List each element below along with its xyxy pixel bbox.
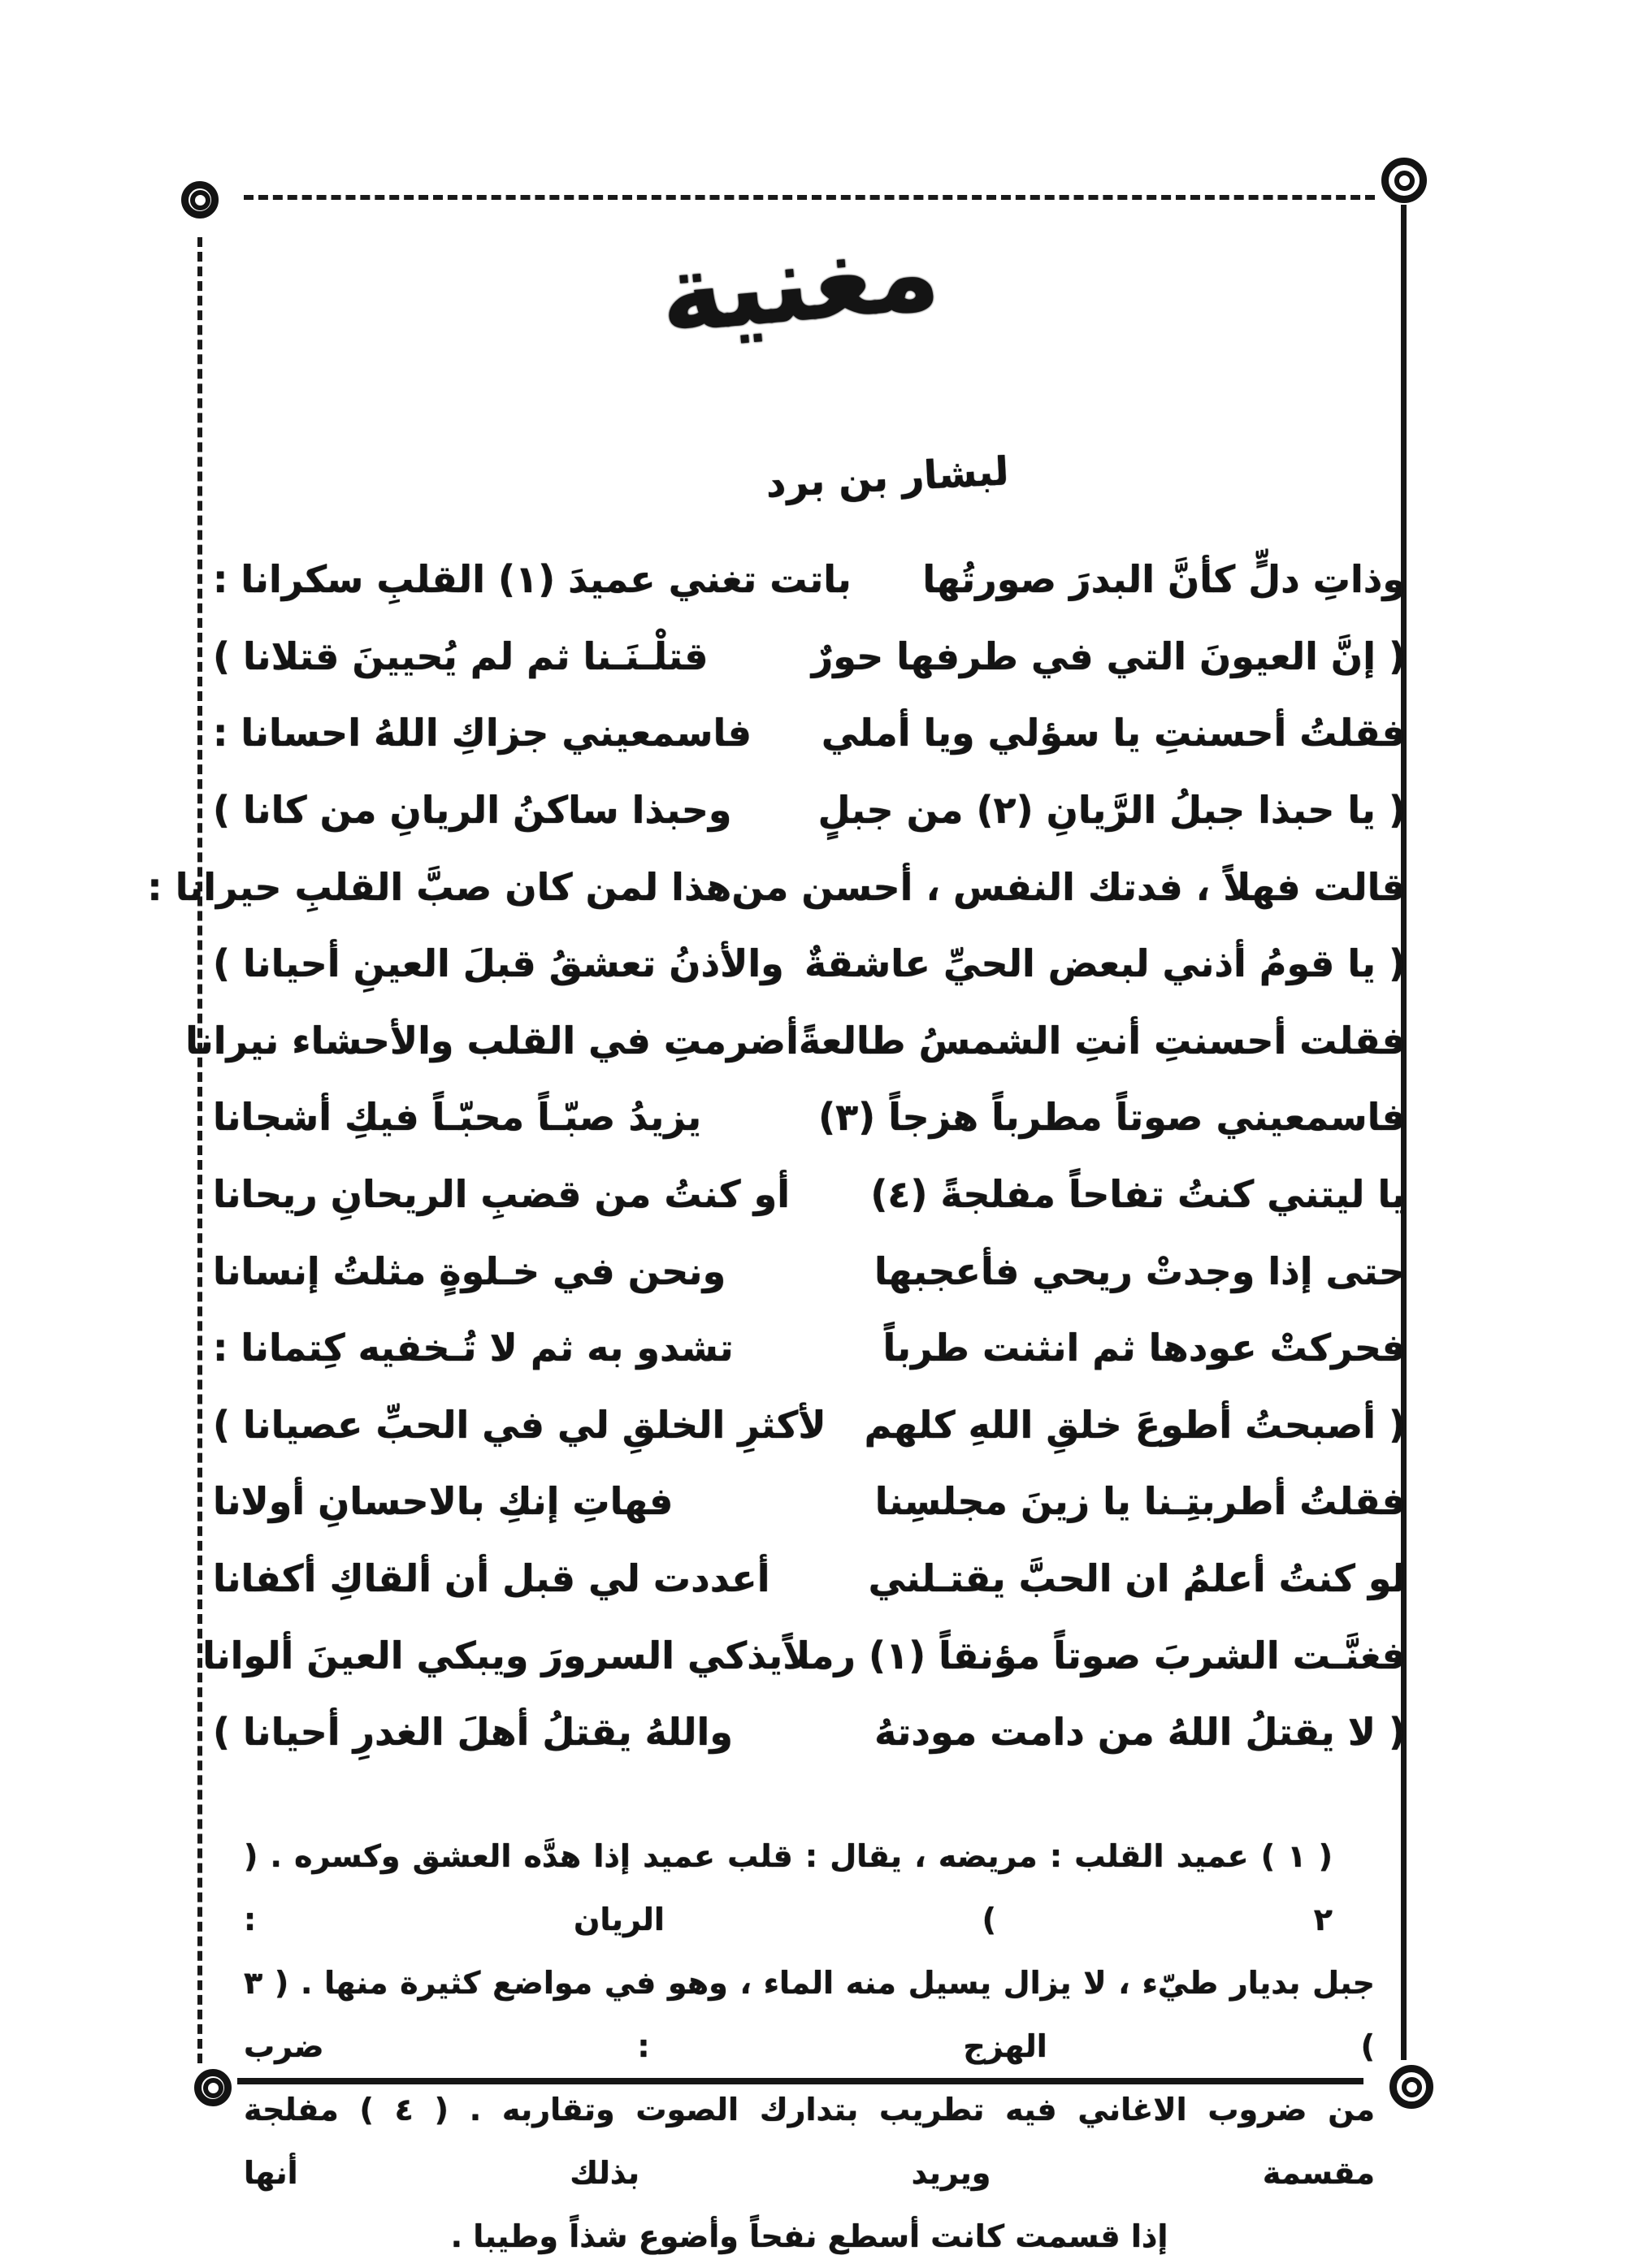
hemistich-right: يا ليتني كنتُ تفاحاً مفلجةً (٤) — [870, 1172, 1406, 1217]
verse-row — [213, 772, 1406, 849]
hemistich-right: فقلتُ أطربتِـنا يا زينَ مجلسِنا — [874, 1479, 1406, 1524]
hemistich-right: لو كنتُ أعلمُ ان الحبَّ يقتـلني — [868, 1556, 1406, 1601]
verse-row — [213, 925, 1406, 1002]
verse-row — [213, 541, 1406, 618]
verse-row — [213, 1079, 1406, 1156]
hemistich-left: هذا لمن كان صبَّ القلبِ حيرانا : — [147, 864, 732, 909]
hemistich-left: قتلْـنَـنا ثم لم يُحيينَ قتلانا ) — [213, 634, 709, 678]
hemistich-left: أضرمتِ في القلب والأحشاء نيرانا — [185, 1018, 799, 1063]
poem-author: لبشار بن برد — [765, 448, 1010, 507]
hemistich-right: ( يا قومُ أذني لبعض الحيِّ عاشقةٌ — [804, 941, 1406, 986]
hemistich-left: أو كنتُ من قضبِ الريحانِ ريحانا — [213, 1172, 791, 1217]
hemistich-left: باتت تغني عميدَ (١) القلبِ سكرانا : — [213, 557, 852, 602]
verse-row — [213, 1387, 1406, 1464]
verse-row — [202, 1617, 1406, 1694]
hemistich-left: والأذنُ تعشقُ قبلَ العينِ أحيانا ) — [213, 941, 784, 986]
footnote-line: من ضروب الاغاني فيه تطريب بتدارك الصوت وتقاربه . ( ٤ ) مفلجة مقسمة ويريد بذلك أنها — [244, 2092, 1375, 2191]
hemistich-left: واللهُ يقتلُ أهلَ الغدرِ أحيانا ) — [213, 1710, 733, 1755]
corner-ring-icon — [181, 181, 219, 219]
hemistich-right: قالت فهلاً ، فدتك النفس ، أحسن من — [731, 864, 1406, 909]
hemistich-right: فقلتُ أحسنتِ يا سؤلي ويا أملي — [821, 711, 1406, 755]
hemistich-right: فاسمعيني صوتاً مطرباً هزجاً (٣) — [818, 1095, 1406, 1140]
footnote-line: جبل بديار طيّء ، لا يزال يسيل منه الماء ، وهو في مواضع كثيرة منها . ( ٣ ) الهزج : ضرب — [244, 1965, 1375, 2064]
hemistich-left: لأكثرِ الخلقِ لي في الحبِّ عصيانا ) — [213, 1402, 826, 1447]
hemistich-left: ونحن في خـلوةٍ مثلتُ إنسانا — [213, 1249, 726, 1293]
poem-title: مغنية — [654, 209, 945, 358]
frame-left-border — [197, 237, 202, 2063]
hemistich-right: فغنَّـت الشربَ صوتاً مؤنقاً (١) رملاً — [782, 1633, 1406, 1677]
verse-row — [213, 1540, 1406, 1617]
corner-ring-inner-icon — [1402, 2077, 1422, 2097]
verse-row — [213, 618, 1406, 695]
corner-ring-inner-icon — [1394, 171, 1415, 191]
hemistich-right: ( يا حبذا جبلُ الرَّيانِ (٢) من جبلٍ — [817, 788, 1406, 833]
hemistich-right: حتى إذا وجدتْ ريحي فأعجبها — [874, 1249, 1406, 1293]
verse-row — [213, 1232, 1406, 1309]
poem-body — [147, 541, 1406, 1771]
hemistich-right: ( لا يقتلُ اللهُ من دامت مودتهُ — [874, 1710, 1406, 1755]
footnote-line: ( ١ ) عميد القلب : مريضه ، يقال : قلب عميد إذا هدَّه العشق وكسره . ( ٢ ) الريان : — [244, 1838, 1333, 1937]
corner-ring-inner-icon — [203, 2078, 223, 2098]
hemistich-left: فاسمعيني جزاكِ اللهُ احسانا : — [213, 711, 752, 755]
hemistich-left: فهاتِ إنكِ بالاحسانِ أولانا — [213, 1479, 674, 1524]
hemistich-left: وحبذا ساكنُ الريانِ من كانا ) — [213, 788, 732, 833]
verse-row — [213, 1309, 1406, 1387]
footnotes-block — [244, 1824, 1375, 2268]
verse-row — [185, 1002, 1406, 1080]
verse-row — [213, 1463, 1406, 1540]
corner-ring-icon — [194, 2069, 232, 2106]
hemistich-right: ( أصبحتُ أطوعَ خلقِ اللهِ كلهم — [864, 1402, 1406, 1447]
verse-row — [213, 1694, 1406, 1771]
verse-row — [213, 1156, 1406, 1233]
verse-row — [213, 695, 1406, 772]
hemistich-right: وذاتِ دلٍّ كأنَّ البدرَ صورتُها — [922, 557, 1406, 602]
corner-ring-inner-icon — [190, 190, 210, 210]
corner-ring-icon — [1389, 2065, 1433, 2109]
hemistich-left: يزيدُ صبّـاً محبّـاً فيكِ أشجانا — [213, 1095, 702, 1140]
hemistich-left: يذكي السرورَ ويبكي العينَ ألوانا — [202, 1633, 783, 1677]
hemistich-left: أعددت لي قبل أن ألقاكِ أكفانا — [213, 1556, 770, 1601]
hemistich-right: فقلت أحسنتِ أنتِ الشمسُ طالعةً — [798, 1018, 1406, 1063]
verse-row — [147, 848, 1406, 925]
hemistich-left: تشدو به ثم لا تُـخفيه كِتمانا : — [213, 1326, 734, 1370]
hemistich-right: ( إنَّ العيونَ التي في طرفها حورٌ — [811, 634, 1406, 678]
footnote-line: إذا قسمت كانت أسطع نفحاً وأضوع شذاً وطيبا . — [450, 2218, 1168, 2254]
hemistich-right: فحركتْ عودها ثم انثنت طرباً — [882, 1326, 1406, 1370]
